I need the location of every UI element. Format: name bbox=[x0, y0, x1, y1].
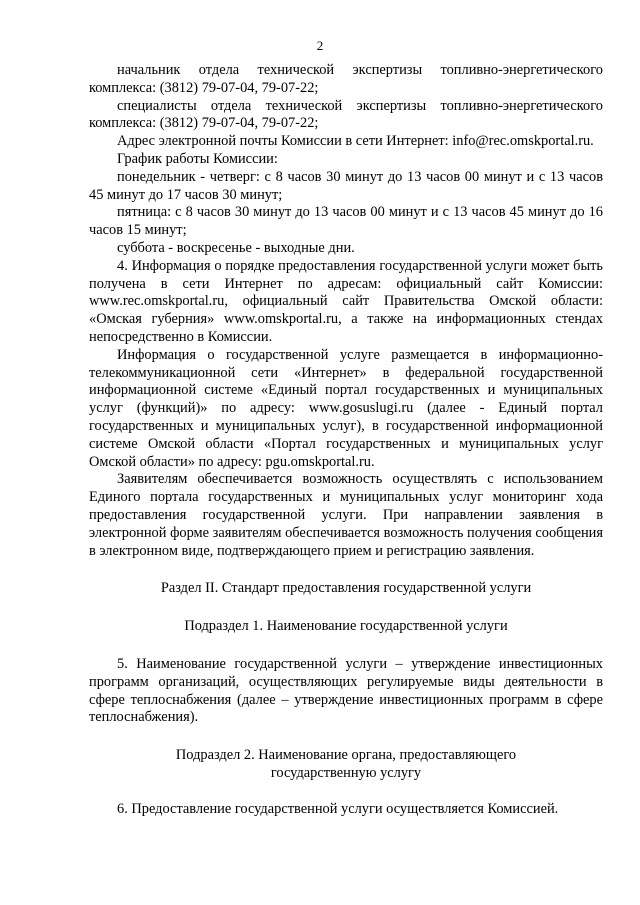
page-number: 2 bbox=[316, 38, 324, 53]
paragraph-6: 6. Предоставление государственной услуги осуществляется Комиссией. bbox=[117, 800, 559, 817]
subsection-2-title-line1: Подраздел 2. Наименование органа, предоставляющего bbox=[175, 747, 517, 764]
subsection-1-title: Подраздел 1. Наименование государственной услуги bbox=[184, 618, 508, 635]
section-2-title: Раздел II. Стандарт предоставления государственной услуги bbox=[160, 580, 532, 597]
paragraph-schedule-title: График работы Комиссии: bbox=[117, 150, 278, 167]
paragraph-5: 5. Наименование государственной услуги – утверждение инвестиционных программ организаций, осуществляющих регулируемые виды деятельности в сфере теплоснабжения (далее – утверждение инвестиционных программ в сфере теплоснабжения). bbox=[89, 655, 603, 726]
paragraph-info-portal: Информация о государственной услуге размещается в информационно-телекоммуникационной сети «Интернет» в федеральной государственной информационной системе «Единый портал государственных и муниципальных услуг (функций)» по адресу: www.gosuslugi.ru (далее - Единый портал государственных и муниципальных услуг), в государственной информационной системе Омской области «Портал государственных и муниципальных услуг Омской области» по адресу: pgu.omskportal.ru. bbox=[89, 346, 603, 470]
document-body bbox=[89, 62, 603, 818]
subsection-2-title bbox=[89, 747, 603, 783]
paragraph-schedule-mon-thu: понедельник - четверг: с 8 часов 30 минут до 13 часов 00 минут и с 13 часов 45 минут до 17 часов 30 минут; bbox=[89, 168, 603, 203]
paragraph-monitoring: Заявителям обеспечивается возможность осуществлять с использованием Единого портала государственных и муниципальных услуг мониторинг хода предоставления государственной услуги. При направлении заявления в электронной форме заявителям обеспечивается возможность получения сообщения в электронном виде, подтверждающего прием и регистрацию заявления. bbox=[89, 471, 603, 559]
paragraph-specialists: специалисты отдела технической экспертизы топливно-энергетического комплекса: (3812) 79-07-04, 79-07-22; bbox=[89, 97, 603, 132]
paragraph-4: 4. Информация о порядке предоставления государственной услуги может быть получена в сети Интернет по адресам: официальный сайт Комиссии: www.rec.omskportal.ru, официальный сайт Правительства Омской области: «Омская губерния» www.omskportal.ru, а также на информационных стендах непосредственно в Комиссии. bbox=[89, 257, 603, 345]
paragraph-head-of-department: начальник отдела технической экспертизы топливно-энергетического комплекса: (3812) 79-07-04, 79-07-22; bbox=[89, 62, 603, 96]
subsection-2-title-line2: государственную услугу bbox=[270, 764, 422, 781]
paragraph-email: Адрес электронной почты Комиссии в сети Интернет: info@rec.omskportal.ru. bbox=[117, 133, 594, 150]
paragraph-schedule-weekend: суббота - воскресенье - выходные дни. bbox=[117, 239, 355, 256]
paragraph-schedule-fri: пятница: с 8 часов 30 минут до 13 часов 00 минут и с 13 часов 45 минут до 16 часов 15 минут; bbox=[89, 204, 603, 239]
